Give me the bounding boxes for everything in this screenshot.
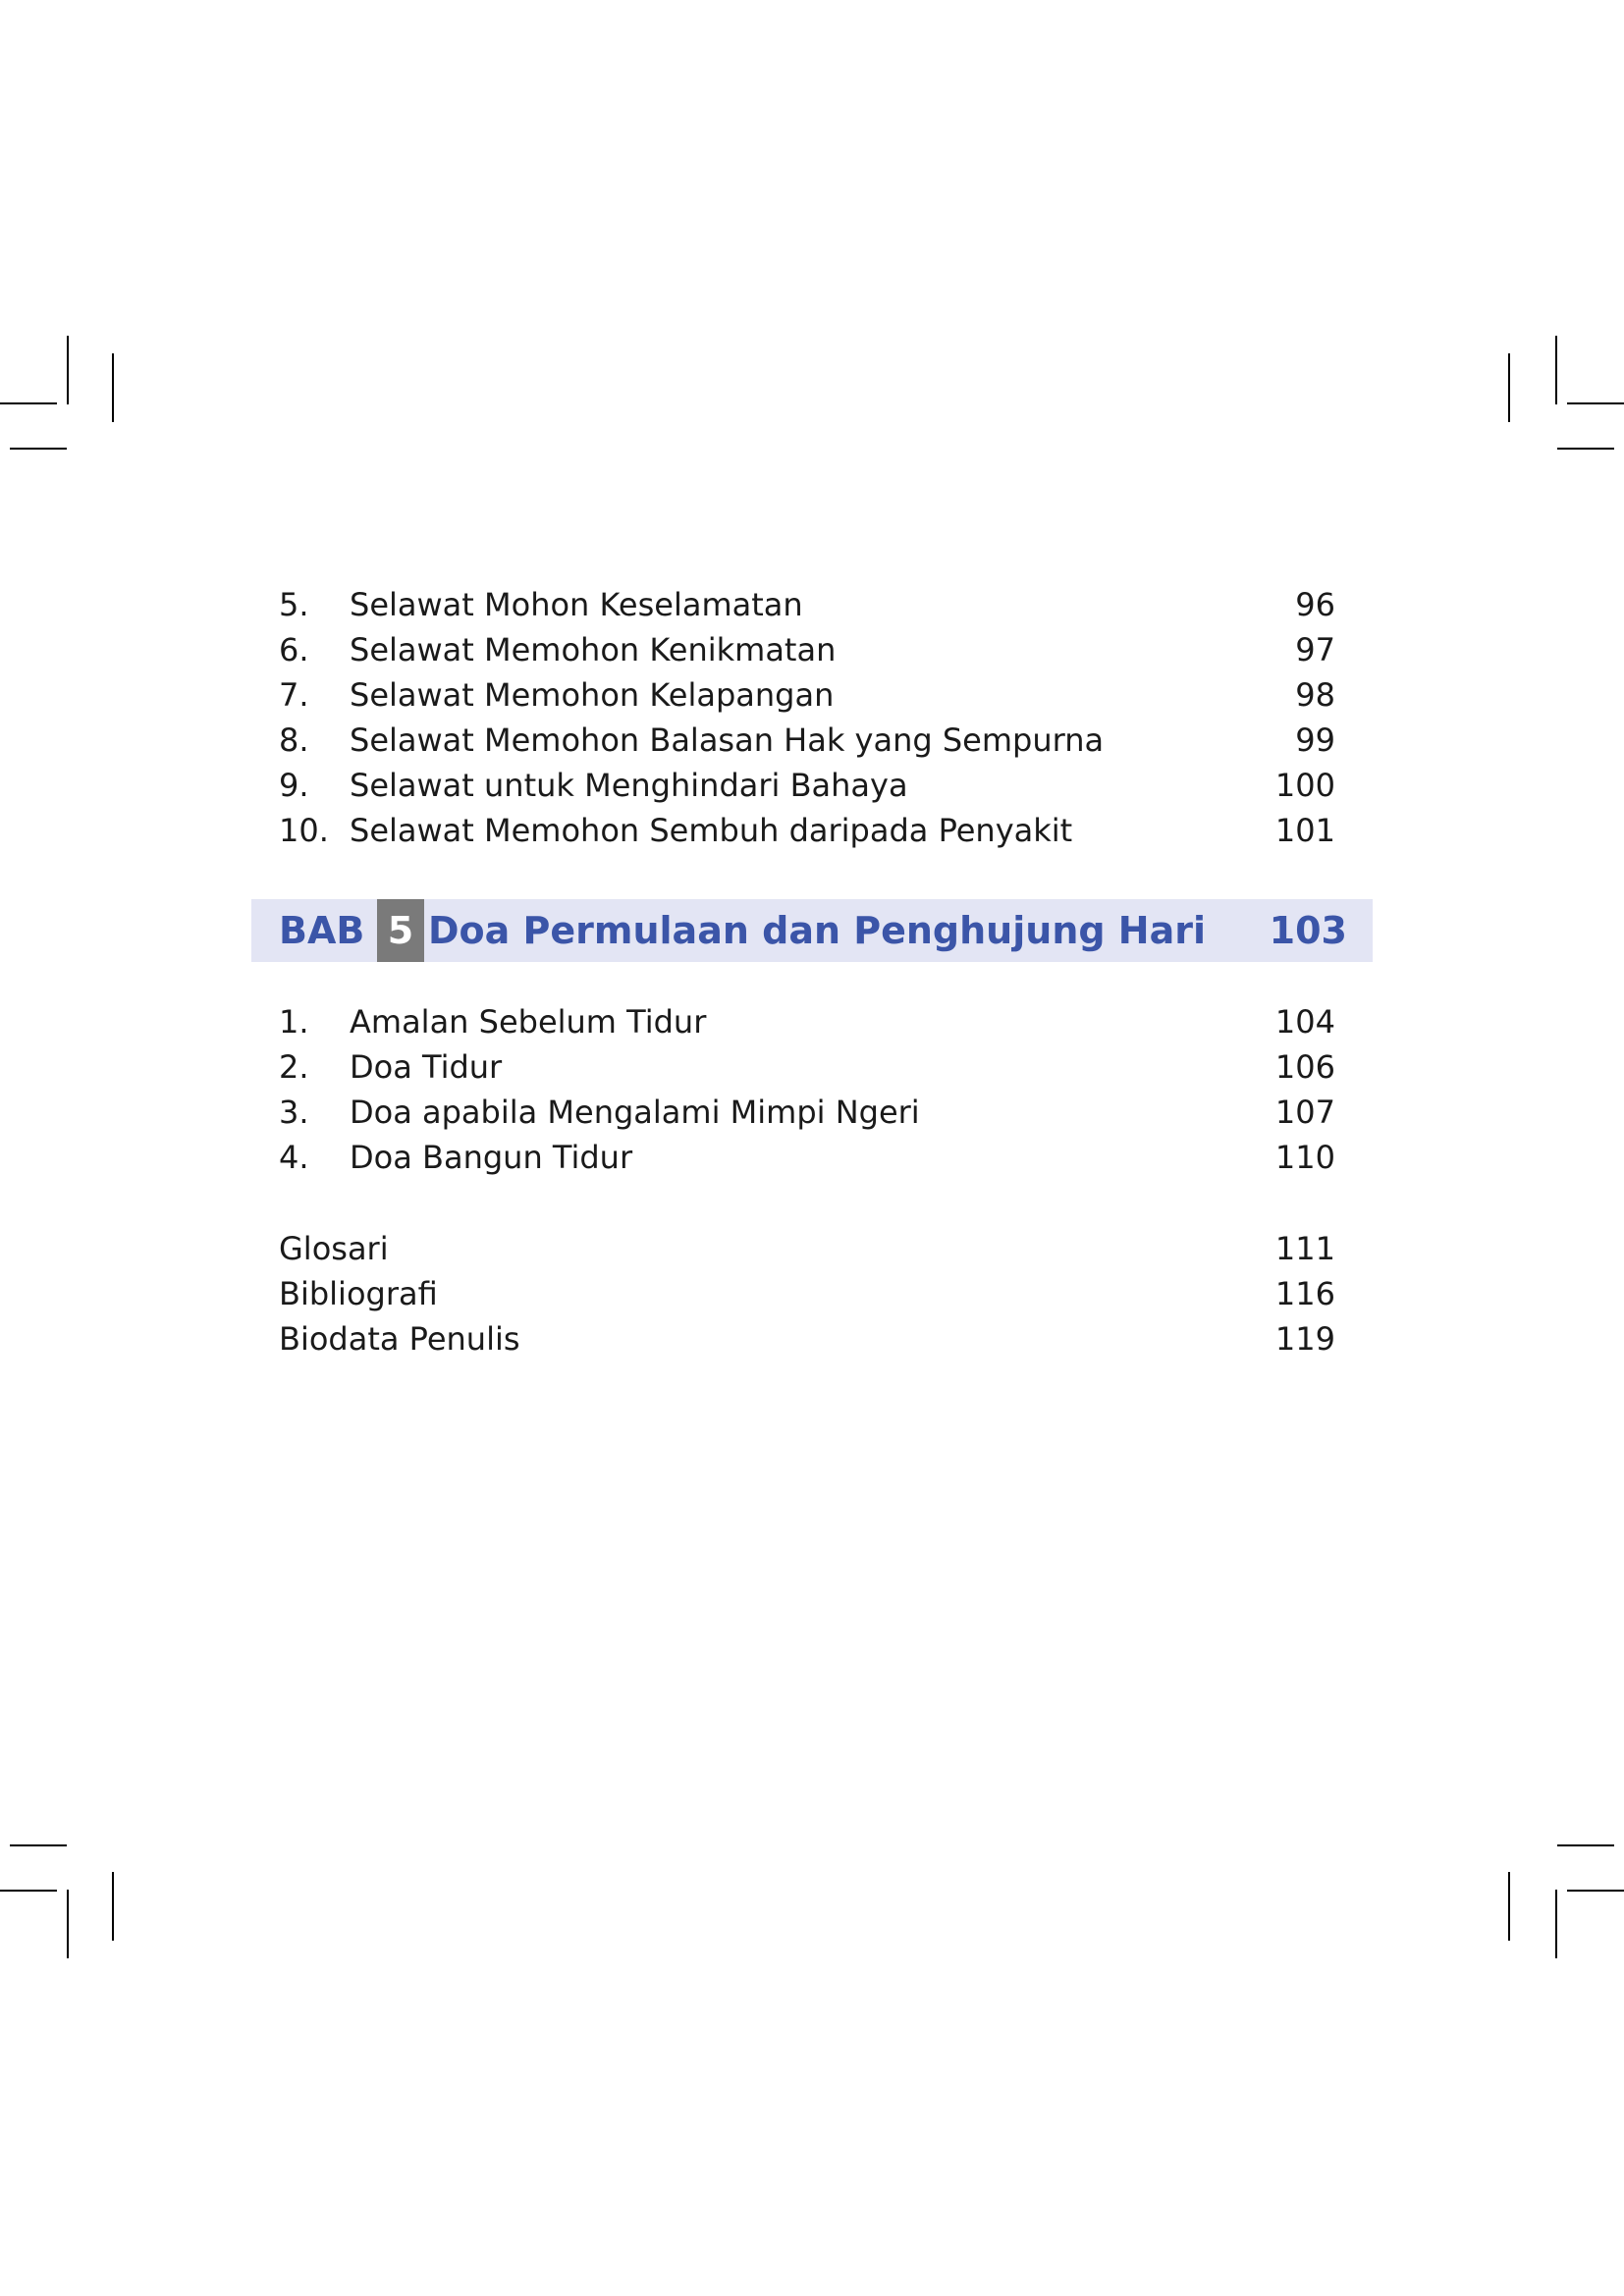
- toc-entry[interactable]: [279, 763, 1335, 808]
- toc-entry-title: Selawat untuk Menghindari Bahaya: [350, 767, 908, 804]
- toc-entry[interactable]: [279, 999, 1335, 1044]
- toc-entry[interactable]: [279, 582, 1335, 627]
- toc-entry-page: 98: [1295, 676, 1335, 714]
- toc-entry-page: 100: [1274, 767, 1335, 804]
- toc-entry-number: 4.: [279, 1139, 309, 1176]
- crop-mark: [1567, 1890, 1624, 1892]
- toc-entry-title: Biodata Penulis: [279, 1320, 520, 1358]
- toc-entry-title: Selawat Memohon Kenikmatan: [350, 631, 837, 668]
- crop-mark: [1567, 402, 1624, 404]
- toc-entry[interactable]: [279, 1271, 1335, 1316]
- toc-entry[interactable]: [279, 672, 1335, 718]
- crop-mark: [1557, 1844, 1614, 1846]
- toc-entry-page: 107: [1274, 1094, 1335, 1131]
- crop-mark: [0, 402, 57, 404]
- toc-entry-number: 5.: [279, 586, 309, 623]
- toc-entry-number: 9.: [279, 767, 309, 804]
- chapter-page: 103: [1269, 909, 1347, 952]
- toc-entry-number: 3.: [279, 1094, 309, 1131]
- toc-entry-page: 99: [1295, 721, 1335, 759]
- crop-mark: [10, 448, 67, 450]
- toc-entry-title: Selawat Mohon Keselamatan: [350, 586, 803, 623]
- crop-mark: [67, 336, 69, 404]
- crop-mark: [1555, 1890, 1557, 1958]
- toc-entry-title: Doa Tidur: [350, 1048, 503, 1086]
- toc-entry-number: 2.: [279, 1048, 309, 1086]
- toc-entry[interactable]: [279, 1135, 1335, 1180]
- toc-entry-title: Selawat Memohon Balasan Hak yang Sempurna: [350, 721, 1105, 759]
- crop-mark: [1508, 1872, 1510, 1941]
- crop-mark: [0, 1890, 57, 1892]
- crop-mark: [1557, 448, 1614, 450]
- toc-entry-page: 119: [1274, 1320, 1335, 1358]
- crop-mark: [67, 1890, 69, 1958]
- toc-entry[interactable]: [279, 1226, 1335, 1271]
- toc-entry-page: 101: [1274, 812, 1335, 849]
- toc-entry-page: 110: [1274, 1139, 1335, 1176]
- toc-entry-page: 104: [1274, 1003, 1335, 1041]
- toc-back-matter: [279, 1226, 1335, 1362]
- toc-entry[interactable]: [279, 1044, 1335, 1090]
- toc-entry-number: 1.: [279, 1003, 309, 1041]
- toc-entry-page: 111: [1274, 1230, 1335, 1267]
- toc-entry[interactable]: [279, 808, 1335, 853]
- chapter-number: 5: [377, 899, 424, 962]
- toc-entry-title: Bibliografi: [279, 1275, 438, 1312]
- toc-entry-title: Doa Bangun Tidur: [350, 1139, 633, 1176]
- crop-mark: [1508, 353, 1510, 422]
- chapter-label: BAB: [279, 909, 365, 952]
- toc-entry-number: 8.: [279, 721, 309, 759]
- toc-entry-number: 7.: [279, 676, 309, 714]
- toc-entry[interactable]: [279, 627, 1335, 672]
- toc-entry-page: 97: [1295, 631, 1335, 668]
- toc-section-a: [279, 582, 1335, 853]
- toc-entry-title: Amalan Sebelum Tidur: [350, 1003, 707, 1041]
- crop-mark: [112, 1872, 114, 1941]
- toc-entry-page: 116: [1274, 1275, 1335, 1312]
- toc-entry[interactable]: [279, 1316, 1335, 1362]
- toc-entry-title: Selawat Memohon Kelapangan: [350, 676, 835, 714]
- toc-entry-number: 6.: [279, 631, 309, 668]
- crop-mark: [1555, 336, 1557, 404]
- toc-entry-page: 106: [1274, 1048, 1335, 1086]
- crop-mark: [10, 1844, 67, 1846]
- toc-entry-title: Glosari: [279, 1230, 389, 1267]
- chapter-title: Doa Permulaan dan Penghujung Hari: [428, 909, 1207, 952]
- toc-entry-page: 96: [1295, 586, 1335, 623]
- toc-entry[interactable]: [279, 718, 1335, 763]
- toc-entry-title: Doa apabila Mengalami Mimpi Ngeri: [350, 1094, 920, 1131]
- chapter-heading[interactable]: [251, 899, 1373, 962]
- crop-mark: [112, 353, 114, 422]
- toc-entry[interactable]: [279, 1090, 1335, 1135]
- toc-entry-title: Selawat Memohon Sembuh daripada Penyakit: [350, 812, 1073, 849]
- toc-section-b: [279, 999, 1335, 1180]
- toc-entry-number: 10.: [279, 812, 329, 849]
